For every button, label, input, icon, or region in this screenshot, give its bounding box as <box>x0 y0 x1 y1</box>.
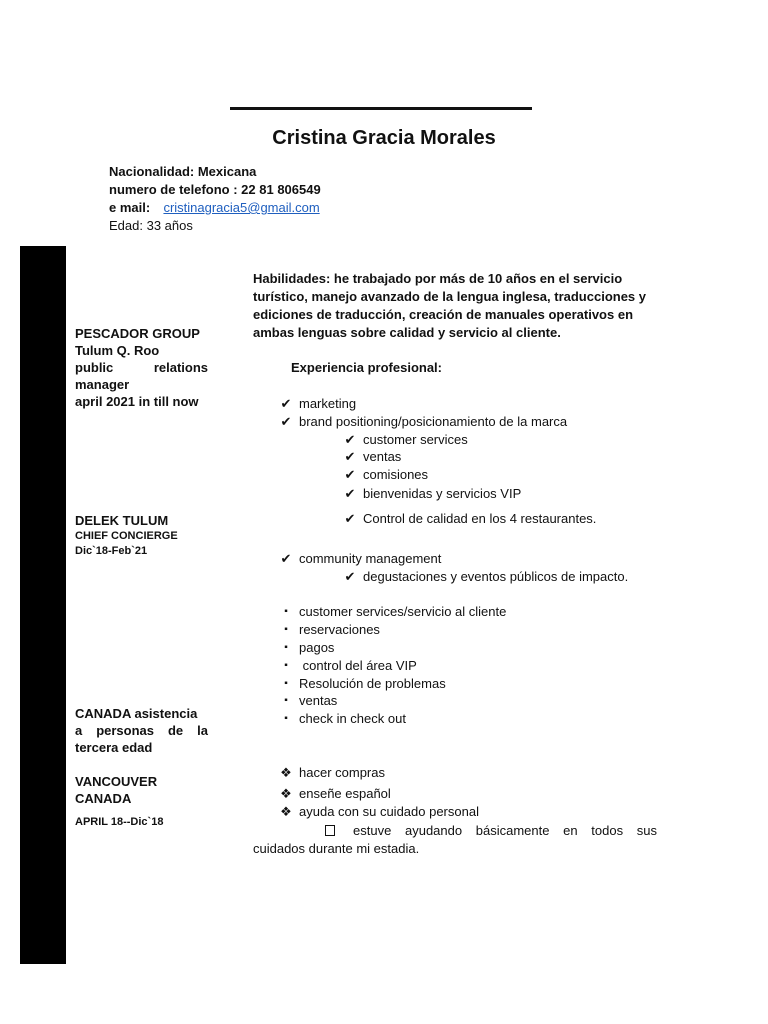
list-item: ▪ control del área VIP <box>299 657 417 674</box>
job1-company: PESCADOR GROUP <box>75 326 200 341</box>
check-icon: ✔ <box>280 551 292 566</box>
job2-company: DELEK TULUM <box>75 513 169 528</box>
diamond-bullet-icon: ❖ <box>280 804 292 819</box>
square-bullet-icon: ▪ <box>284 713 288 724</box>
list-item: ✔ community management <box>299 550 441 567</box>
square-bullet-icon: ▪ <box>284 606 288 617</box>
email-link[interactable]: cristinagracia5@gmail.com <box>163 200 320 215</box>
job3-place1: VANCOUVER <box>75 774 158 789</box>
job3-word-personas: personas <box>96 723 155 738</box>
header-rule <box>230 107 532 110</box>
list-item: ▪ check in check out <box>299 710 406 727</box>
list-item: ✔ bienvenidas y servicios VIP <box>363 485 521 502</box>
job1-role-word2: relations <box>153 360 208 375</box>
check-icon: ✔ <box>344 486 356 501</box>
list-item: ▪ reservaciones <box>299 621 380 638</box>
experience-title: Experiencia profesional: <box>291 360 442 375</box>
phone: numero de telefono : 22 81 806549 <box>109 182 321 197</box>
square-bullet-icon: ▪ <box>284 624 288 635</box>
check-icon: ✔ <box>344 569 356 584</box>
list-item: ❖ enseñe español <box>299 785 391 802</box>
square-bullet-icon: ▪ <box>284 695 288 706</box>
checkbox-glyph-icon <box>325 825 335 836</box>
diamond-bullet-icon: ❖ <box>280 786 292 801</box>
job1-role-word1: public <box>75 360 114 375</box>
job3-line2 <box>75 722 208 739</box>
job2-role: CHIEF CONCIERGE <box>75 530 178 542</box>
closing-paragraph-text: estuve ayudando básicamente en todos sus cuidados durante mi estadia. <box>253 823 657 856</box>
job-pescador-group <box>75 325 208 410</box>
list-item: ✔ marketing <box>299 395 356 412</box>
list-item: ✔ brand positioning/posicionamiento de la marca <box>299 413 567 430</box>
list-item: ▪ customer services/servicio al cliente <box>299 603 506 620</box>
list-item: ✔ Control de calidad en los 4 restaurantes. <box>363 510 596 527</box>
list-item: ▪ Resolución de problemas <box>299 675 446 692</box>
job-delek-tulum <box>75 512 208 559</box>
check-icon: ✔ <box>344 432 356 447</box>
job2-dates: Dic`18-Feb`21 <box>75 545 148 557</box>
job-canada <box>75 705 208 830</box>
square-bullet-icon: ▪ <box>284 678 288 689</box>
job1-role-line2: manager <box>75 377 130 392</box>
job1-location: Tulum Q. Roo <box>75 343 160 358</box>
job3-dates: APRIL 18--Dic`18 <box>75 816 164 828</box>
job3-company: CANADA asistencia <box>75 706 198 721</box>
job3-line3: tercera edad <box>75 740 153 755</box>
candidate-name: Cristina Gracia Morales <box>272 127 496 149</box>
closing-paragraph <box>253 822 657 858</box>
job1-dates: april 2021 in till now <box>75 394 199 409</box>
email-label: e mail: <box>109 200 151 215</box>
job3-place2: CANADA <box>75 791 132 806</box>
job3-word-la: la <box>197 723 208 738</box>
job3-word-de: de <box>167 723 184 738</box>
check-icon: ✔ <box>344 467 356 482</box>
skills-paragraph: Habilidades: he trabajado por más de 10 años en el servicio turístico, manejo avanzado de la lengua inglesa, traducciones y ediciones de traducción, creación de manuales operativos en ambas lenguas sobre calidad y servicio al cliente. <box>253 271 647 340</box>
list-item: ❖ hacer compras <box>299 764 385 781</box>
job1-role-line1 <box>75 359 208 376</box>
nationality: Nacionalidad: Mexicana <box>109 164 257 179</box>
list-item: ▪ pagos <box>299 639 334 656</box>
diamond-bullet-icon: ❖ <box>280 765 292 780</box>
email-row <box>109 199 321 217</box>
list-item: ✔ ventas <box>363 448 401 465</box>
list-item: ✔ customer services <box>363 431 468 448</box>
square-bullet-icon: ▪ <box>284 660 288 671</box>
list-item: ✔ degustaciones y eventos públicos de impacto. <box>363 568 628 585</box>
sidebar-black-bar <box>20 246 66 964</box>
job3-word-a: a <box>75 723 83 738</box>
contact-block <box>109 163 321 235</box>
list-item: ❖ ayuda con su cuidado personal <box>299 803 479 820</box>
check-icon: ✔ <box>280 396 292 411</box>
age: Edad: 33 años <box>109 218 193 233</box>
list-item: ✔ comisiones <box>363 466 428 483</box>
check-icon: ✔ <box>280 414 292 429</box>
square-bullet-icon: ▪ <box>284 642 288 653</box>
check-icon: ✔ <box>344 511 356 526</box>
list-item: ▪ ventas <box>299 692 337 709</box>
check-icon: ✔ <box>344 449 356 464</box>
